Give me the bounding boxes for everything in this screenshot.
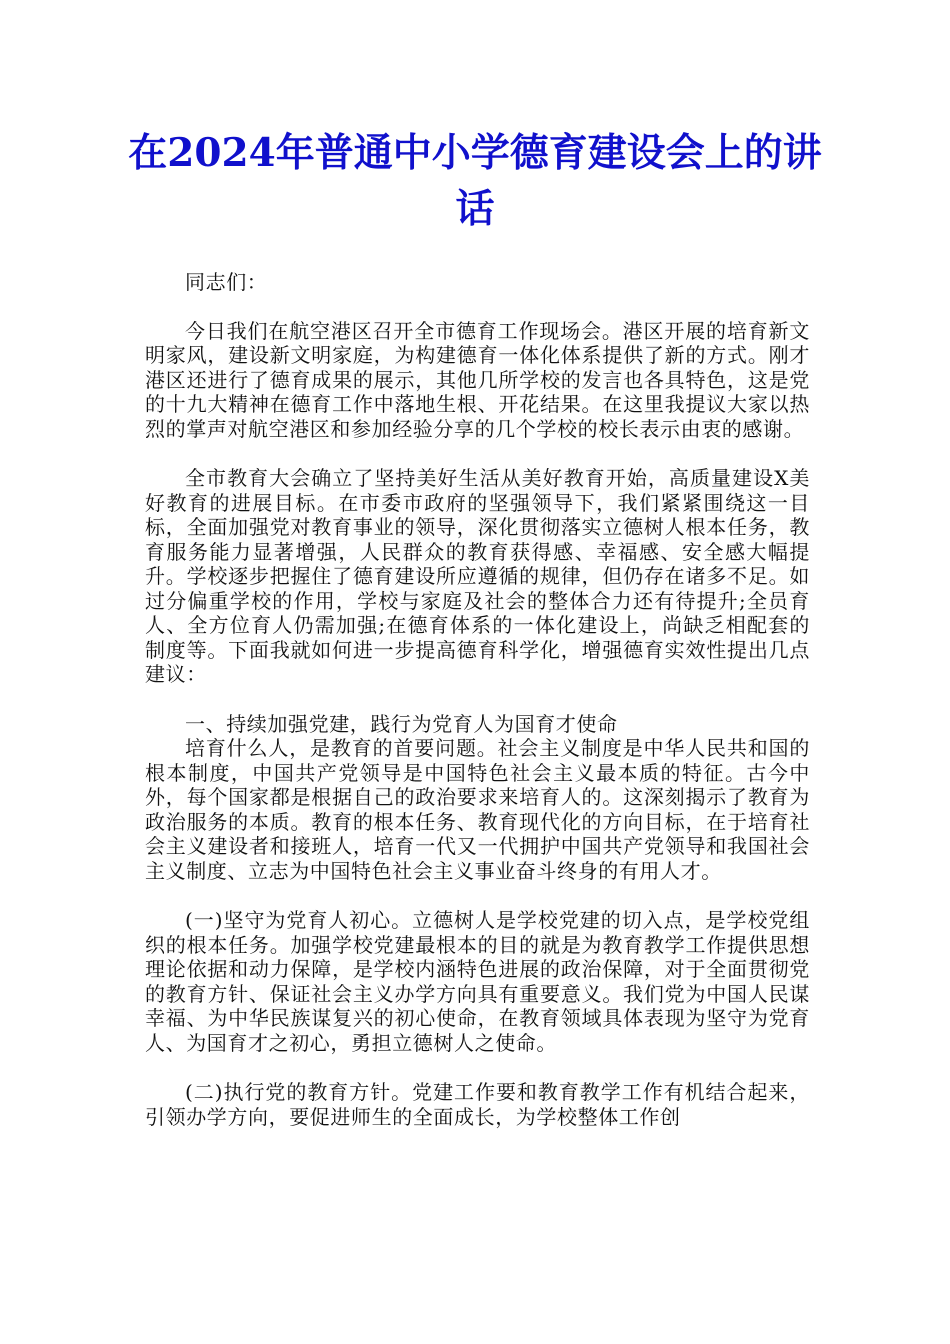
body-paragraph: (一)坚守为党育人初心。立德树人是学校党建的切入点，是学校党组织的根本任务。加强学校党建最根本的目的就是为教育教学工作提供思想理论依据和动力保障，是学校内涵特色进展的政治保障，对于全面贯彻党的教育方针、保证社会主义办学方向具有重要意义。我们党为中国人民谋幸福、为中华民族谋复兴的初心使命，在教育领域具体表现为坚守为党育人、为国育才之初心，勇担立德树人之使命。 xyxy=(145,908,810,1055)
section-heading: 一、持续加强党建，践行为党育人为国育才使命 xyxy=(185,711,618,736)
document-body xyxy=(145,270,810,1129)
body-paragraph: 今日我们在航空港区召开全市德育工作现场会。港区开展的培育新文明家风，建设新文明家庭，为构建德育一体化体系提供了新的方式。刚才港区还进行了德育成果的展示，其他几所学校的发言也各具特色，这是党的十九大精神在德育工作中落地生根、开花结果。在这里我提议大家以热烈的掌声对航空港区和参加经验分享的几个学校的校长表示由衷的感谢。 xyxy=(145,318,810,441)
greeting-paragraph: 同志们： xyxy=(185,270,268,294)
document-title: 在2024年普通中小学德育建设会上的讲话 xyxy=(128,130,822,232)
body-paragraph: 全市教育大会确立了坚持美好生活从美好教育开始，高质量建设X美好教育的进展目标。在市委市政府的坚强领导下，我们紧紧围绕这一目标，全面加强党对教育事业的领导，深化贯彻落实立德树人根本任务，教育服务能力显著增强，人民群众的教育获得感、幸福感、安全感大幅提升。学校逐步把握住了德育建设所应遵循的规律，但仍存在诸多不足。如过分偏重学校的作用，学校与家庭及社会的整体合力还有待提升;全员育人、全方位育人仍需加强;在德育体系的一体化建设上，尚缺乏相配套的制度等。下面我就如何进一步提高德育科学化，增强德育实效性提出几点建议： xyxy=(145,466,810,686)
body-paragraph: (二)执行党的教育方针。党建工作要和教育教学工作有机结合起来，引领办学方向，要促进师生的全面成长，为学校整体工作创 xyxy=(145,1080,810,1129)
body-paragraph: 培育什么人，是教育的首要问题。社会主义制度是中华人民共和国的根本制度，中国共产党领导是中国特色社会主义最本质的特征。古今中外，每个国家都是根据自己的政治要求来培育人的。这深刻揭示了教育为政治服务的本质。教育的根本任务、教育现代化的方向目标，在于培育社会主义建设者和接班人，培育一代又一代拥护中国共产党领导和我国社会主义制度、立志为中国特色社会主义事业奋斗终身的有用人才。 xyxy=(145,736,810,883)
